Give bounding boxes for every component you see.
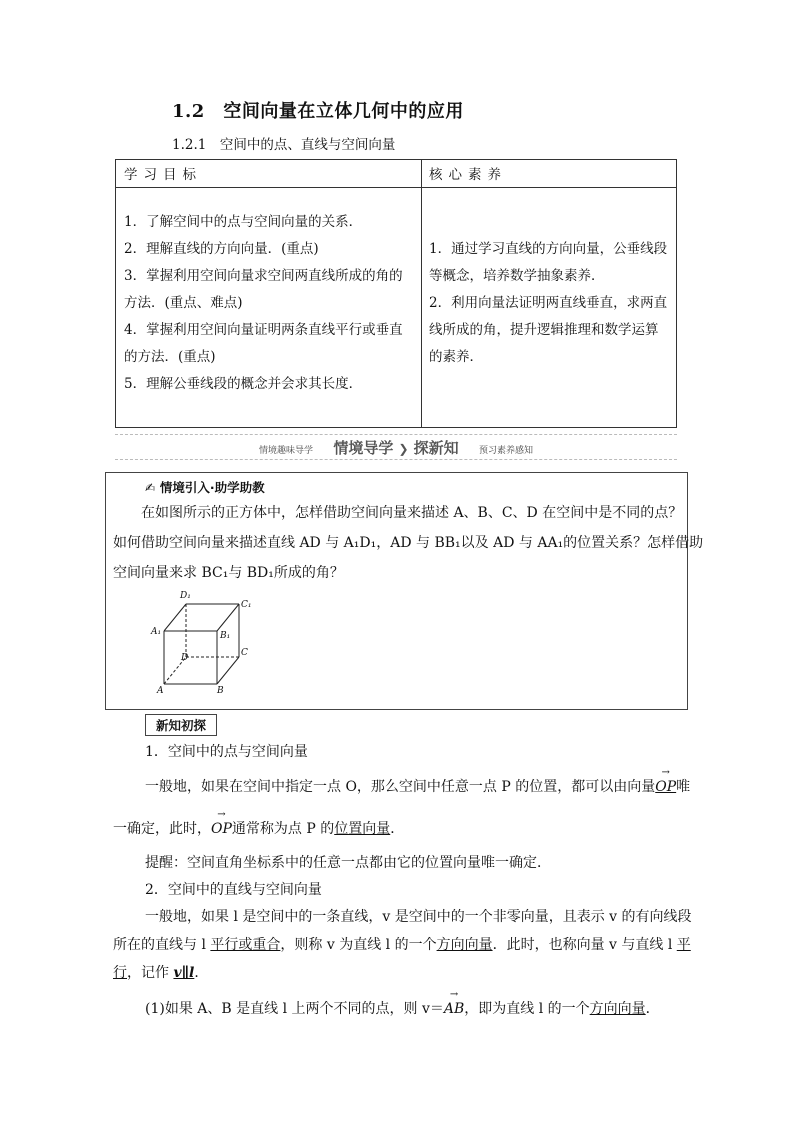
text-run: ． <box>645 1001 660 1017</box>
underlined-term: 平 <box>676 937 691 953</box>
banner-rule-top <box>115 434 677 435</box>
text-run: ，记作 <box>127 965 174 981</box>
table-header-literacy: 核心素养 <box>429 167 507 183</box>
text-run: ． <box>390 821 405 837</box>
vector-arrow-icon: → <box>661 767 670 778</box>
cube-edge <box>217 604 239 631</box>
page-title: 1.2 空间向量在立体几何中的应用 <box>172 101 464 122</box>
banner-right-caption: 预习素养感知 <box>478 446 533 456</box>
vector-op <box>211 809 232 837</box>
vector-arrow-icon: → <box>217 809 226 820</box>
scenario-text <box>113 498 703 588</box>
banner-rule-bottom <box>115 459 677 460</box>
scenario-heading-text: 情境引入·助学助教 <box>159 480 265 495</box>
literacy-line: 2．利用向量法证明两直线垂直，求两直 <box>429 295 668 311</box>
vector-op <box>655 767 677 795</box>
cube-label-B: B <box>217 686 224 696</box>
literacy-cell <box>429 236 667 371</box>
goal-line: 1．了解空间中的点与空间向量的关系． <box>124 214 363 230</box>
text-run: ．此时，也称向量 v 与直线 l <box>492 937 677 953</box>
section-1-heading: 1．空间中的点与空间向量 <box>145 744 308 760</box>
cube-label-C1: C₁ <box>241 600 252 610</box>
section-2-line2 <box>113 934 691 954</box>
scenario-line: 在如图所示的正方体中，怎样借助空间向量来描述 A、B、C、D 在空间中是不同的点？ <box>141 505 683 521</box>
text-run: (1)如果 A、B 是直线 l 上两个不同的点，则 v＝ <box>145 1001 444 1017</box>
section-banner <box>115 437 677 455</box>
literacy-line: 的素养． <box>429 349 483 365</box>
underlined-term: 方向向量 <box>589 1001 646 1017</box>
goal-line: 5．理解公垂线段的概念并会求其长度． <box>124 376 363 392</box>
section-1-paragraph-line1 <box>145 767 691 796</box>
cube-label-A: A <box>157 686 164 696</box>
text-run: ，则称 v 为直线 l 的一个 <box>280 937 437 953</box>
cube-edge <box>217 657 239 684</box>
table-header-goals: 学习目标 <box>124 167 202 183</box>
underlined-term: 平行或重合 <box>210 937 281 953</box>
banner-title-1: 情境导学 <box>333 439 394 457</box>
handshake-icon: ✍ <box>145 480 156 495</box>
cube-label-A1: A₁ <box>151 627 162 637</box>
section-1-paragraph-line2 <box>113 809 405 838</box>
section-2-line3 <box>113 962 208 982</box>
text-run: 一般地，如果在空间中指定一点 O，那么空间中任意一点 P 的位置，都可以由向量 <box>145 779 656 795</box>
banner-title-2: 探新知 <box>413 439 459 457</box>
underlined-term: 方向向量 <box>436 937 493 953</box>
underlined-term: 行 <box>113 965 127 981</box>
literacy-line: 等概念，培养数学抽象素养． <box>429 268 605 284</box>
hint-line: 提醒：空间直角坐标系中的任意一点都由它的位置向量唯一确定． <box>145 855 551 871</box>
underlined-term: 位置向量 <box>334 821 391 837</box>
text-run: 所在的直线与 l <box>113 937 211 953</box>
text-run: 通常称为点 P 的 <box>231 821 335 837</box>
cube-edge <box>164 604 186 631</box>
text-run: ，即为直线 l 的一个 <box>464 1001 590 1017</box>
section-2-line1: 一般地，如果 l 是空间中的一条直线，v 是空间中的一个非零向量，且表示 v 的有向线段 <box>145 909 692 925</box>
section-subtitle: 1.2.1 空间中的点、直线与空间向量 <box>172 137 396 153</box>
goal-line: 3．掌握利用空间向量求空间两直线所成的角的 <box>124 268 403 284</box>
text-run: ． <box>194 965 209 981</box>
goal-line: 的方法．(重点) <box>124 349 216 365</box>
cube-figure <box>145 586 265 696</box>
objectives-table <box>115 159 677 428</box>
banner-left-caption: 情境趣味导学 <box>259 446 314 456</box>
cube-label-D1: D₁ <box>180 591 191 601</box>
cube-label-B1: B₁ <box>220 631 231 641</box>
cube-label-C: C <box>241 648 248 658</box>
vector-arrow-icon: → <box>449 989 459 1000</box>
parallel-notation: v∥l <box>173 965 195 981</box>
vector-text: OP <box>211 821 232 837</box>
banner-arrow-icon: ❯ <box>398 442 409 456</box>
table-divider-vertical <box>421 160 422 427</box>
goal-line: 4．掌握利用空间向量证明两条直线平行或垂直 <box>124 322 403 338</box>
scenario-heading <box>145 478 265 496</box>
section-2-heading: 2．空间中的直线与空间向量 <box>145 882 322 898</box>
section-2-item-1 <box>145 989 660 1018</box>
literacy-line: 线所成的角，提升逻辑推理和数学运算 <box>429 322 659 338</box>
vector-text: OP <box>655 779 677 795</box>
text-run: 一确定，此时， <box>113 821 211 837</box>
goals-cell <box>124 209 403 398</box>
literacy-line: 1．通过学习直线的方向向量，公垂线段 <box>429 241 668 257</box>
table-divider-horizontal <box>116 187 676 188</box>
scenario-line: 空间向量来求 BC₁与 BD₁所成的角？ <box>113 565 344 581</box>
scenario-line: 如何借助空间向量来描述直线 AD 与 A₁D₁，AD 与 BB₁以及 AD 与 AA₁的位置关系？怎样借助 <box>113 535 704 551</box>
goal-line: 方法．(重点、难点) <box>124 295 243 311</box>
goal-line: 2．理解直线的方向向量．(重点) <box>124 241 319 257</box>
new-knowledge-tag: 新知初探 <box>145 714 217 736</box>
vector-ab <box>443 989 465 1017</box>
cube-label-D: D <box>181 653 189 663</box>
vector-text: AB <box>443 1001 465 1017</box>
text-run: 唯 <box>676 779 691 795</box>
